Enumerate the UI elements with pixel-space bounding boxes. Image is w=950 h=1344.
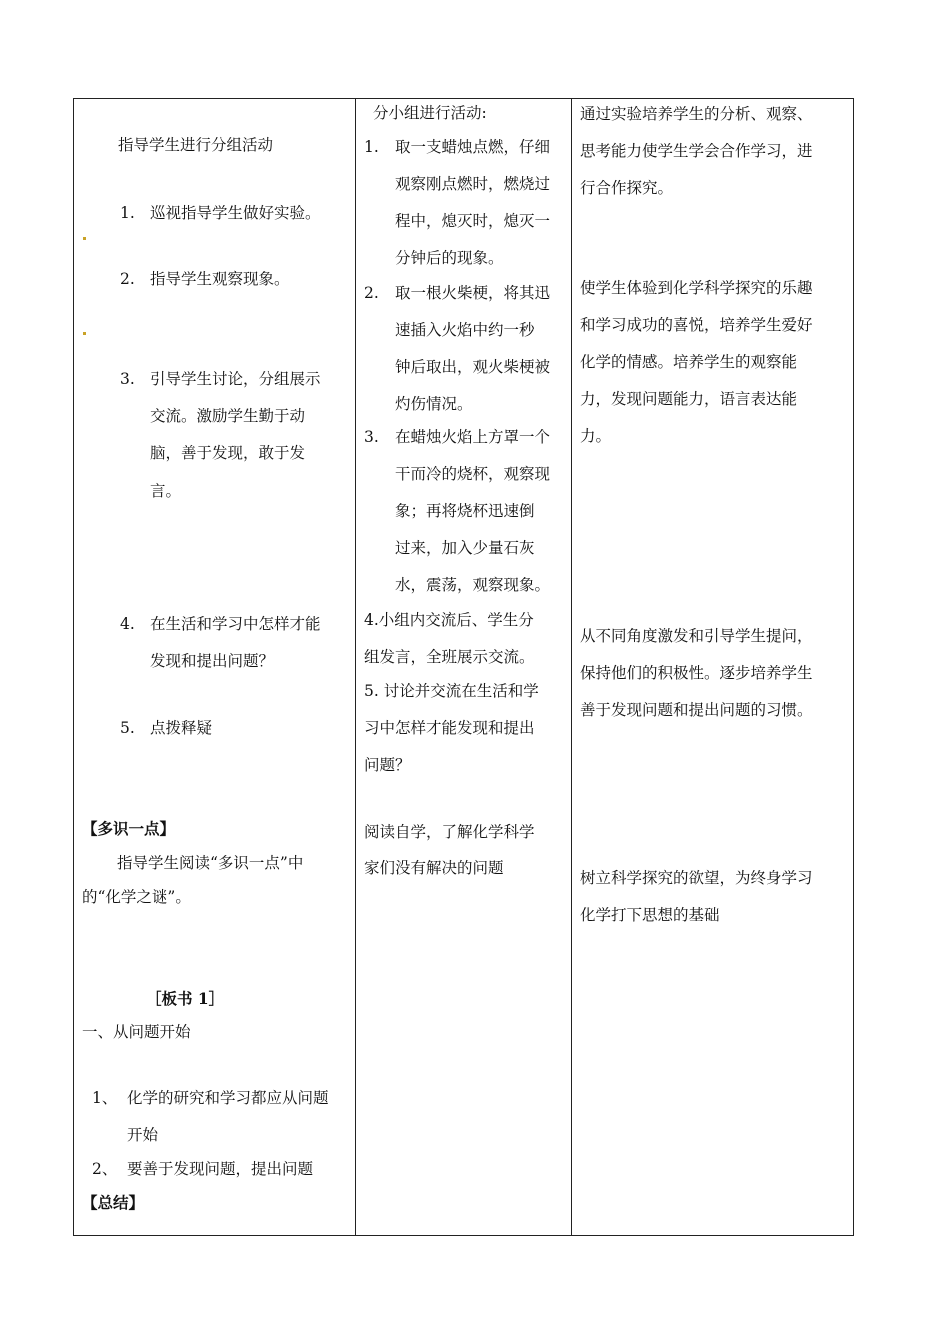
teacher-step-3-line-3: 脑，善于发现，敢于发 (150, 444, 306, 462)
student-step-2-line-2: 速插入火焰中约一秒 (395, 321, 535, 339)
student-step-2-line-4: 灼伤情况。 (395, 395, 473, 413)
purpose-1-line-2: 思考能力使学生学会合作学习，进 (580, 142, 813, 160)
student-reading-line-1: 阅读自学，了解化学科学 (364, 823, 535, 841)
student-step-1-line-2: 观察刚点燃时，燃烧过 (395, 175, 551, 193)
teacher-step-2-text: 指导学生观察现象。 (150, 270, 290, 288)
student-step-2-num: 2. (364, 284, 379, 302)
student-step-5-line-3: 问题？ (364, 756, 411, 774)
purpose-3-line-1: 从不同角度激发和引导学生提问， (580, 627, 813, 645)
teacher-step-5-num: 5. (120, 719, 135, 737)
teacher-step-3-line-1: 引导学生讨论，分组展示 (150, 370, 321, 388)
teacher-step-1-num: 1. (120, 204, 135, 222)
purpose-2-line-4: 力，发现问题能力，语言表达能 (580, 390, 798, 408)
design-purpose-cell (572, 99, 854, 1236)
student-step-2-line-3: 钟后取出，观火柴梗被 (395, 358, 551, 376)
student-reading-line-2: 家们没有解决的问题 (364, 859, 504, 877)
student-step-4-line-2: 组发言，全班展示交流。 (364, 648, 535, 666)
student-step-5-line-1: 5. 讨论并交流在生活和学 (364, 682, 539, 700)
extra-line-1: 指导学生阅读“多识一点”中 (117, 854, 304, 872)
teacher-step-1-text: 巡视指导学生做好实验。 (150, 204, 321, 222)
teacher-step-4-num: 4. (120, 615, 135, 633)
purpose-2-line-1: 使学生体验到化学科学探究的乐趣 (580, 279, 813, 297)
purpose-4-line-1: 树立科学探究的欲望，为终身学习 (580, 869, 813, 887)
purpose-2-line-3: 化学的情感。培养学生的观察能 (580, 353, 798, 371)
purpose-2-line-2: 和学习成功的喜悦，培养学生爱好 (580, 316, 813, 334)
purpose-2-line-5: 力。 (580, 427, 612, 445)
student-step-3-line-5: 水，震荡，观察现象。 (395, 576, 551, 594)
student-step-1-line-1: 取一支蜡烛点燃，仔细 (395, 138, 551, 156)
board-heading: ［板书 1］ (146, 989, 225, 1008)
decorative-dot (83, 332, 86, 335)
student-step-4-line-1: 4.小组内交流后、学生分 (364, 611, 534, 629)
student-step-1-line-3: 程中，熄灭时，熄灭一 (395, 212, 551, 230)
board-item-1-line-1: 化学的研究和学习都应从问题 (127, 1089, 329, 1107)
teacher-step-2-num: 2. (120, 270, 135, 288)
purpose-1-line-1: 通过实验培养学生的分析、观察、 (580, 105, 813, 123)
purpose-1-line-3: 行合作探究。 (580, 179, 674, 197)
extra-heading: 【多识一点】 (82, 819, 176, 838)
teacher-step-4-line-2: 发现和提出问题？ (150, 652, 275, 670)
purpose-3-line-3: 善于发现问题和提出问题的习惯。 (580, 701, 813, 719)
student-step-3-line-1: 在蜡烛火焰上方罩一个 (395, 428, 551, 446)
student-step-1-num: 1. (364, 138, 379, 156)
teacher-activity-cell (74, 99, 356, 1236)
board-title: 一、从问题开始 (82, 1023, 191, 1041)
table-row (74, 99, 854, 1236)
purpose-3-line-2: 保持他们的积极性。逐步培养学生 (580, 664, 813, 682)
decorative-dot (83, 237, 86, 240)
student-step-2-line-1: 取一根火柴梗，将其迅 (395, 284, 551, 302)
extra-line-2: 的“化学之谜”。 (82, 888, 191, 906)
student-activity-cell (356, 99, 572, 1236)
student-step-3-line-3: 象；再将烧杯迅速倒 (395, 502, 535, 520)
board-item-2-num: 2、 (92, 1160, 118, 1178)
student-intro: 分小组进行活动: (373, 104, 487, 122)
board-item-1-num: 1、 (92, 1089, 118, 1107)
student-step-3-line-4: 过来，加入少量石灰 (395, 539, 535, 557)
student-step-1-line-4: 分钟后的现象。 (395, 249, 504, 267)
teacher-step-4-line-1: 在生活和学习中怎样才能 (150, 615, 321, 633)
board-item-2-text: 要善于发现问题，提出问题 (127, 1160, 314, 1178)
student-step-3-line-2: 干而冷的烧杯，观察现 (395, 465, 551, 483)
teacher-intro: 指导学生进行分组活动 (118, 136, 274, 154)
teacher-step-5-text: 点拨释疑 (150, 719, 213, 737)
purpose-4-line-2: 化学打下思想的基础 (580, 906, 720, 924)
board-item-1-line-2: 开始 (127, 1126, 159, 1144)
teacher-step-3-num: 3. (120, 370, 135, 388)
teacher-step-3-line-4: 言。 (150, 482, 182, 500)
student-step-5-line-2: 习中怎样才能发现和提出 (364, 719, 535, 737)
summary-heading: 【总结】 (82, 1193, 145, 1212)
teacher-step-3-line-2: 交流。激励学生勤于动 (150, 407, 306, 425)
student-step-3-num: 3. (364, 428, 379, 446)
lesson-table (73, 98, 854, 1236)
